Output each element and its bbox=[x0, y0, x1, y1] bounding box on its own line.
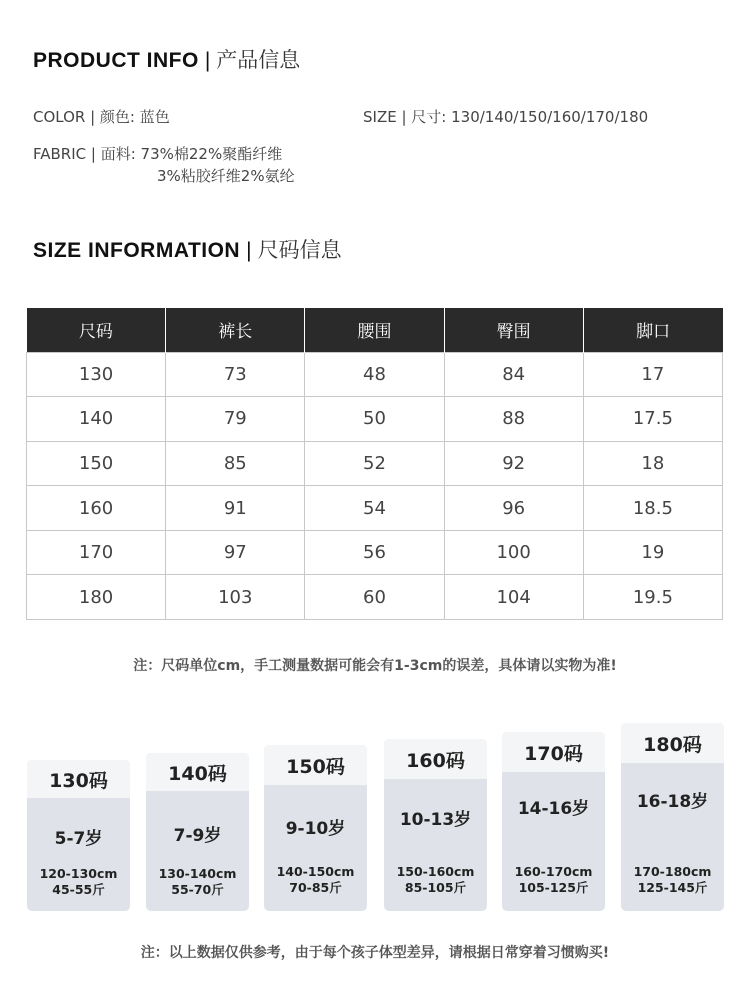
table-cell: 103 bbox=[166, 575, 305, 620]
heading-separator: | bbox=[246, 239, 252, 262]
heading-separator: | bbox=[204, 49, 211, 72]
header-cell: 腰围 bbox=[305, 308, 444, 352]
header-cell: 裤长 bbox=[166, 308, 305, 352]
product-info-title-en: PRODUCT INFO bbox=[33, 49, 199, 72]
size-information-title-cn: 尺码信息 bbox=[257, 238, 342, 262]
fabric-info: FABRIC | 面料: 73%棉22%聚酯纤维 bbox=[33, 145, 283, 163]
table-cell: 91 bbox=[166, 486, 305, 531]
table-cell: 79 bbox=[166, 397, 305, 442]
card-age: 5-7岁 bbox=[54, 829, 103, 849]
size-information-heading bbox=[33, 234, 342, 264]
table-row bbox=[27, 352, 723, 397]
table-cell: 97 bbox=[166, 530, 305, 575]
table-cell: 56 bbox=[305, 530, 444, 575]
card-weight: 45-55斤 bbox=[52, 882, 105, 897]
card-size-label: 160码 bbox=[384, 739, 487, 779]
table-cell: 18 bbox=[583, 441, 722, 486]
card-age: 7-9岁 bbox=[173, 826, 222, 846]
table-cell: 104 bbox=[444, 575, 583, 620]
size-card bbox=[264, 745, 367, 911]
table-cell: 85 bbox=[166, 441, 305, 486]
table-cell: 17 bbox=[583, 352, 722, 397]
table-cell: 54 bbox=[305, 486, 444, 531]
table-row bbox=[27, 486, 723, 531]
card-height: 140-150cm bbox=[276, 864, 355, 879]
table-cell: 180 bbox=[27, 575, 166, 620]
card-size-label: 130码 bbox=[27, 760, 130, 798]
color-info: COLOR | 颜色: 蓝色 bbox=[33, 108, 170, 126]
size-card bbox=[621, 723, 724, 911]
table-cell: 150 bbox=[27, 441, 166, 486]
table-cell: 92 bbox=[444, 441, 583, 486]
table-header-row bbox=[27, 308, 723, 352]
card-size-label: 150码 bbox=[264, 745, 367, 785]
product-info-title-cn: 产品信息 bbox=[216, 48, 301, 72]
size-information-title-en: SIZE INFORMATION bbox=[33, 239, 241, 262]
card-height: 150-160cm bbox=[396, 864, 475, 879]
table-cell: 84 bbox=[444, 352, 583, 397]
card-height: 120-130cm bbox=[39, 866, 118, 881]
table-row bbox=[27, 575, 723, 620]
card-weight: 85-105斤 bbox=[404, 880, 467, 895]
table-cell: 170 bbox=[27, 530, 166, 575]
table-cell: 52 bbox=[305, 441, 444, 486]
size-card bbox=[27, 760, 130, 911]
measurement-note: 注：尺码单位cm，手工测量数据可能会有1-3cm的误差，具体请以实物为准! bbox=[133, 658, 617, 674]
size-table bbox=[26, 308, 723, 620]
table-cell: 18.5 bbox=[583, 486, 722, 531]
card-weight: 55-70斤 bbox=[171, 882, 224, 897]
reference-note: 注：以上数据仅供参考，由于每个孩子体型差异，请根据日常穿着习惯购买! bbox=[140, 945, 610, 961]
table-cell: 60 bbox=[305, 575, 444, 620]
card-age: 10-13岁 bbox=[399, 810, 472, 830]
card-height: 130-140cm bbox=[158, 866, 237, 881]
table-cell: 48 bbox=[305, 352, 444, 397]
card-weight: 70-85斤 bbox=[289, 880, 342, 895]
table-cell: 19.5 bbox=[583, 575, 722, 620]
size-card bbox=[146, 753, 249, 911]
table-cell: 96 bbox=[444, 486, 583, 531]
header-cell: 臀围 bbox=[444, 308, 583, 352]
table-cell: 19 bbox=[583, 530, 722, 575]
size-info: SIZE | 尺寸: 130/140/150/160/170/180 bbox=[363, 108, 649, 126]
table-row bbox=[27, 397, 723, 442]
card-height: 170-180cm bbox=[633, 864, 712, 879]
card-age: 16-18岁 bbox=[636, 792, 709, 812]
table-cell: 73 bbox=[166, 352, 305, 397]
card-age: 14-16岁 bbox=[517, 799, 590, 819]
table-cell: 100 bbox=[444, 530, 583, 575]
table-cell: 50 bbox=[305, 397, 444, 442]
table-cell: 17.5 bbox=[583, 397, 722, 442]
table-row bbox=[27, 441, 723, 486]
header-cell: 尺码 bbox=[27, 308, 166, 352]
size-card bbox=[384, 739, 487, 911]
card-height: 160-170cm bbox=[514, 864, 593, 879]
product-info-heading bbox=[33, 44, 300, 74]
table-cell: 160 bbox=[27, 486, 166, 531]
card-age: 9-10岁 bbox=[285, 819, 346, 839]
card-size-label: 140码 bbox=[146, 753, 249, 791]
card-size-label: 180码 bbox=[621, 723, 724, 763]
header-cell: 脚口 bbox=[583, 308, 722, 352]
table-cell: 88 bbox=[444, 397, 583, 442]
card-size-label: 170码 bbox=[502, 732, 605, 772]
table-cell: 130 bbox=[27, 352, 166, 397]
size-card bbox=[502, 732, 605, 911]
fabric-info-line2: 3%粘胶纤维2%氨纶 bbox=[157, 167, 295, 185]
card-weight: 125-145斤 bbox=[637, 880, 708, 895]
table-row bbox=[27, 530, 723, 575]
card-weight: 105-125斤 bbox=[518, 880, 589, 895]
table-cell: 140 bbox=[27, 397, 166, 442]
